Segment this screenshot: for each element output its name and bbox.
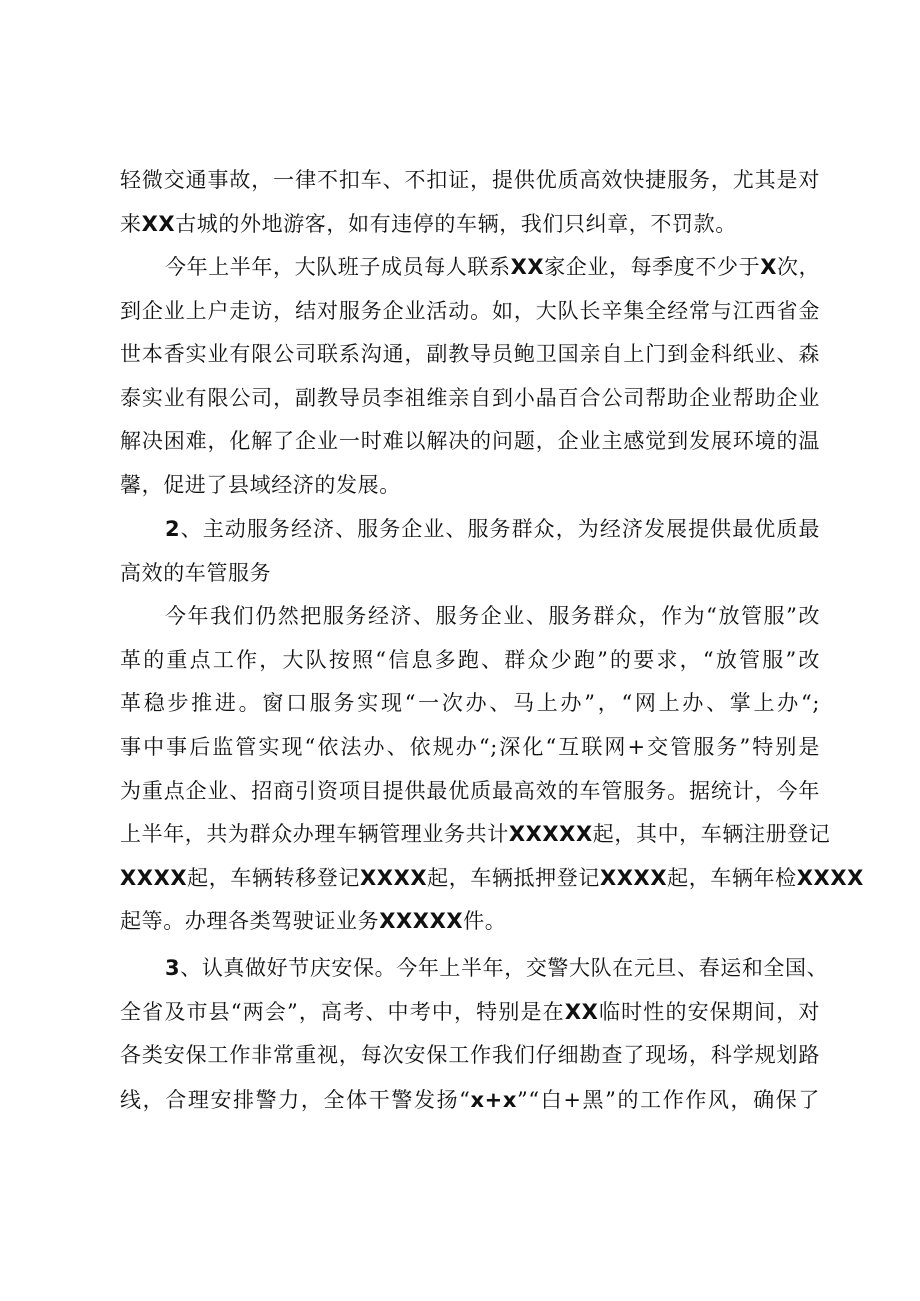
paragraph-line: 为重点企业、招商引资项目提供最优质最高效的车管服务。据统计，今年 bbox=[120, 779, 820, 803]
paragraph-line: 线，合理安排警力，全体干警发扬“x+x”“白+黑”的工作作风，确保了 bbox=[120, 1088, 820, 1112]
paragraph-line: 馨，促进了县域经济的发展。 bbox=[120, 473, 401, 497]
paragraph-line: 各类安保工作非常重视，每次安保工作我们仔细勘查了现场，科学规划路 bbox=[120, 1043, 820, 1067]
paragraph-line: 轻微交通事故，一律不扣车、不扣证，提供优质高效快捷服务，尤其是对 bbox=[120, 168, 820, 192]
section-heading: 3、认真做好节庆安保。今年上半年，交警大队在元旦、春运和全国、 bbox=[165, 956, 829, 980]
paragraph-line: 事中事后监管实现“依法办、依规办“;深化“互联网+交管服务”特别是 bbox=[120, 735, 820, 759]
paragraph-line: 起等。办理各类驾驶证业务XXXXX件。 bbox=[120, 909, 507, 933]
paragraph-line: 泰实业有限公司，副教导员李祖维亲自到小晶百合公司帮助企业帮助企业 bbox=[120, 386, 820, 410]
paragraph-line: 全省及市县“两会”，高考、中考中，特别是在XX临时性的安保期间，对 bbox=[120, 1000, 820, 1024]
paragraph-line: 解决困难，化解了企业一时难以解决的问题，企业主感觉到发展环境的温 bbox=[120, 429, 820, 453]
paragraph-line: 革的重点工作，大队按照“信息多跑、群众少跑”的要求，“放管服”改 bbox=[120, 648, 820, 672]
paragraph-line: 今年上半年，大队班子成员每人联系XX家企业，每季度不少于X次， bbox=[165, 255, 821, 279]
paragraph-line: 世本香实业有限公司联系沟通，副教导员鲍卫国亲自上门到金科纸业、森 bbox=[120, 342, 820, 366]
paragraph-line: XXXX起，车辆转移登记XXXX起，车辆抵押登记XXXX起，车辆年检XXXX bbox=[120, 866, 864, 890]
section-heading: 高效的车管服务 bbox=[120, 561, 272, 585]
paragraph-line: 来XX古城的外地游客，如有违停的车辆，我们只纠章，不罚款。 bbox=[120, 212, 737, 236]
paragraph-line: 上半年，共为群众办理车辆管理业务共计XXXXX起，其中，车辆注册登记 bbox=[120, 822, 831, 846]
paragraph-line: 到企业上户走访，结对服务企业活动。如，大队长辛集全经常与江西省金 bbox=[120, 299, 820, 323]
paragraph-line: 今年我们仍然把服务经济、服务企业、服务群众，作为“放管服”改 bbox=[165, 604, 820, 628]
section-heading: 2、主动服务经济、服务企业、服务群众，为经济发展提供最优质最 bbox=[165, 517, 820, 541]
paragraph-line: 革稳步推进。窗口服务实现“一次办、马上办”，“网上办、掌上办“; bbox=[120, 691, 820, 715]
